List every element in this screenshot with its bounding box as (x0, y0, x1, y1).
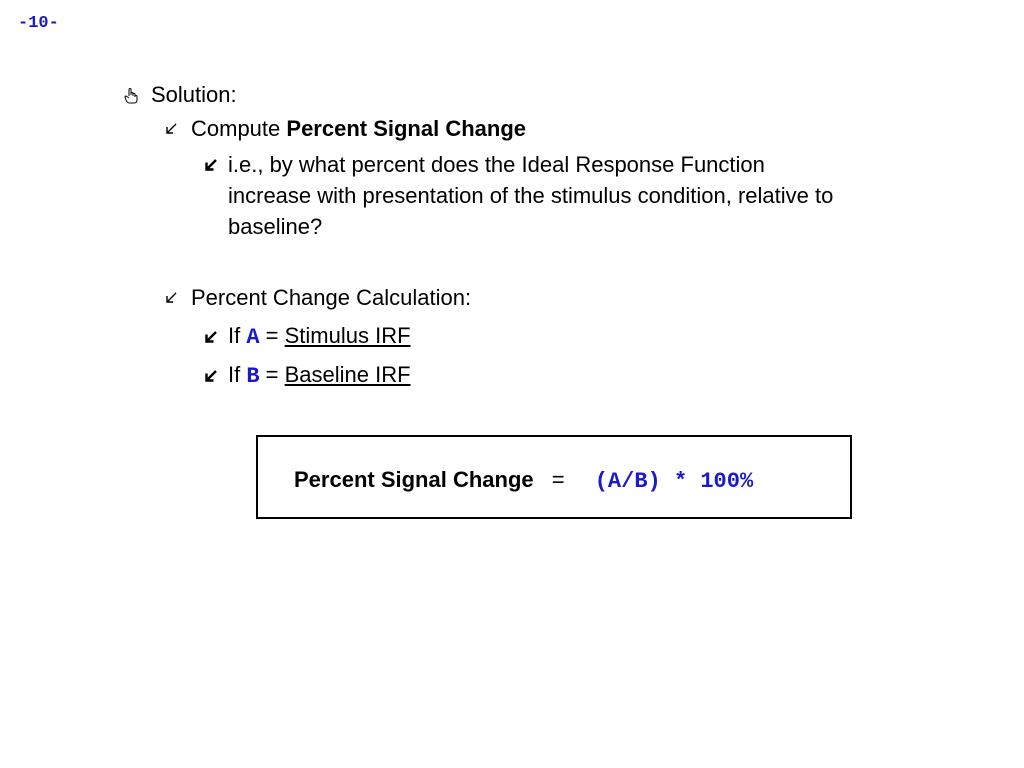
formula-expression: (A/B) * 100% (594, 469, 754, 494)
formula-line (294, 465, 753, 497)
calculation-label: Percent Change Calculation: (191, 285, 472, 310)
explanation-line-3: baseline? (228, 214, 323, 239)
definition-b-value: Baseline IRF (284, 362, 411, 387)
compute-line (191, 114, 526, 144)
small-arrow-icon (164, 122, 178, 136)
definition-b-if: If (228, 362, 247, 387)
bold-arrow-icon (204, 330, 218, 344)
slide-number: -10- (18, 14, 59, 33)
bold-arrow-icon (204, 158, 218, 172)
formula-box (256, 435, 852, 519)
definition-b-eq: = (259, 362, 285, 387)
definition-b (228, 360, 411, 392)
variable-b: B (246, 364, 260, 389)
compute-term: Percent Signal Change (286, 116, 527, 141)
small-arrow-icon (164, 291, 178, 305)
definition-a (228, 321, 411, 353)
pointing-hand-icon (124, 88, 138, 104)
explanation-line-1: i.e., by what percent does the Ideal Response Function (228, 152, 765, 177)
explanation-line-2: increase with presentation of the stimulus condition, relative to (228, 183, 834, 208)
definition-a-if: If (228, 323, 247, 348)
definition-a-eq: = (259, 323, 285, 348)
bold-arrow-icon (204, 369, 218, 383)
formula-equals: = (551, 467, 565, 492)
formula-label: Percent Signal Change (294, 467, 534, 492)
variable-a: A (246, 325, 260, 350)
definition-a-value: Stimulus IRF (284, 323, 411, 348)
solution-label: Solution: (151, 82, 237, 107)
compute-prefix: Compute (191, 116, 287, 141)
